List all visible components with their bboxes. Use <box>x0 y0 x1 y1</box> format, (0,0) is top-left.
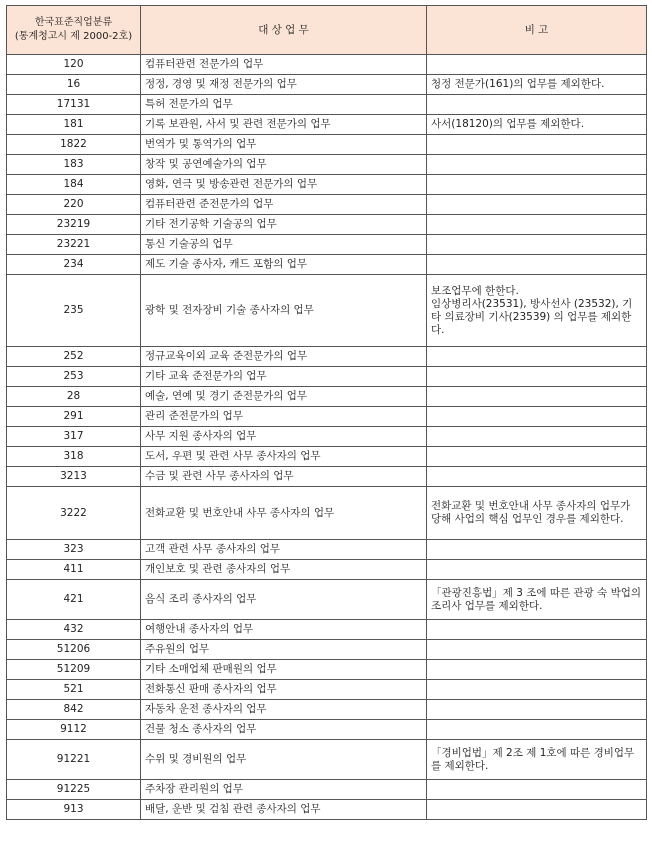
table-row <box>7 155 647 175</box>
note-cell <box>427 680 647 700</box>
note-cell: 청정 전문가(161)의 업무를 제외한다. <box>427 75 647 95</box>
table-row <box>7 255 647 275</box>
code-cell: 291 <box>7 407 141 427</box>
task-cell: 개인보호 및 관련 종사자의 업무 <box>141 560 427 580</box>
table-row <box>7 95 647 115</box>
note-cell <box>427 407 647 427</box>
code-cell: 91225 <box>7 780 141 800</box>
note-cell <box>427 700 647 720</box>
header-target-work: 대 상 업 무 <box>141 6 427 55</box>
task-cell: 주유원의 업무 <box>141 640 427 660</box>
note-cell <box>427 155 647 175</box>
task-cell: 건물 청소 종사자의 업무 <box>141 720 427 740</box>
code-cell: 120 <box>7 55 141 75</box>
note-cell <box>427 215 647 235</box>
code-cell: 16 <box>7 75 141 95</box>
task-cell: 전화교환 및 번호안내 사무 종사자의 업무 <box>141 487 427 540</box>
task-cell: 번역가 및 통역가의 업무 <box>141 135 427 155</box>
table-row <box>7 75 647 95</box>
code-cell: 3222 <box>7 487 141 540</box>
code-cell: 234 <box>7 255 141 275</box>
task-cell: 기록 보관원, 사서 및 관련 전문가의 업무 <box>141 115 427 135</box>
table-row <box>7 680 647 700</box>
table-row <box>7 447 647 467</box>
table-row <box>7 800 647 820</box>
note-cell <box>427 447 647 467</box>
note-cell <box>427 540 647 560</box>
table-row <box>7 580 647 620</box>
code-cell: 184 <box>7 175 141 195</box>
task-cell: 예술, 연예 및 경기 준전문가의 업무 <box>141 387 427 407</box>
code-cell: 1822 <box>7 135 141 155</box>
task-cell: 주차장 관리원의 업무 <box>141 780 427 800</box>
header-classification-line2: (통계청고시 제 2000-2호) <box>14 31 133 42</box>
table-row <box>7 195 647 215</box>
task-cell: 고객 관련 사무 종사자의 업무 <box>141 540 427 560</box>
note-cell <box>427 235 647 255</box>
table-row <box>7 347 647 367</box>
task-cell: 기타 전기공학 기술공의 업무 <box>141 215 427 235</box>
code-cell: 323 <box>7 540 141 560</box>
table-row <box>7 720 647 740</box>
table-row <box>7 560 647 580</box>
code-cell: 23221 <box>7 235 141 255</box>
task-cell: 음식 조리 종사자의 업무 <box>141 580 427 620</box>
code-cell: 17131 <box>7 95 141 115</box>
table-row <box>7 540 647 560</box>
task-cell: 기타 교육 준전문가의 업무 <box>141 367 427 387</box>
code-cell: 23219 <box>7 215 141 235</box>
note-cell <box>427 175 647 195</box>
code-cell: 252 <box>7 347 141 367</box>
code-cell: 3213 <box>7 467 141 487</box>
code-cell: 9112 <box>7 720 141 740</box>
header-remarks: 비 고 <box>427 6 647 55</box>
code-cell: 51209 <box>7 660 141 680</box>
table-row <box>7 740 647 780</box>
code-cell: 51206 <box>7 640 141 660</box>
note-cell <box>427 780 647 800</box>
note-cell <box>427 255 647 275</box>
note-cell: 사서(18120)의 업무를 제외한다. <box>427 115 647 135</box>
note-cell <box>427 640 647 660</box>
code-cell: 220 <box>7 195 141 215</box>
table-row <box>7 367 647 387</box>
code-cell: 253 <box>7 367 141 387</box>
note-cell <box>427 195 647 215</box>
table-row <box>7 487 647 540</box>
code-cell: 411 <box>7 560 141 580</box>
table-header-row <box>7 6 647 55</box>
note-cell <box>427 55 647 75</box>
table-row <box>7 620 647 640</box>
table-row <box>7 427 647 447</box>
table-row <box>7 135 647 155</box>
task-cell: 광학 및 전자장비 기술 종사자의 업무 <box>141 275 427 347</box>
task-cell: 특허 전문가의 업무 <box>141 95 427 115</box>
task-cell: 창작 및 공연예술가의 업무 <box>141 155 427 175</box>
table-row <box>7 660 647 680</box>
table-row <box>7 275 647 347</box>
task-cell: 자동차 운전 종사자의 업무 <box>141 700 427 720</box>
note-cell <box>427 560 647 580</box>
note-cell <box>427 800 647 820</box>
table-row <box>7 640 647 660</box>
task-cell: 사무 지원 종사자의 업무 <box>141 427 427 447</box>
code-cell: 317 <box>7 427 141 447</box>
task-cell: 배달, 운반 및 검침 관련 종사자의 업무 <box>141 800 427 820</box>
code-cell: 91221 <box>7 740 141 780</box>
code-cell: 28 <box>7 387 141 407</box>
header-classification-line1: 한국표준직업분류 <box>34 17 113 28</box>
table-row <box>7 235 647 255</box>
task-cell: 관리 준전문가의 업무 <box>141 407 427 427</box>
note-cell <box>427 95 647 115</box>
task-cell: 컴퓨터관련 전문가의 업무 <box>141 55 427 75</box>
table-row <box>7 407 647 427</box>
code-cell: 432 <box>7 620 141 640</box>
table-row <box>7 215 647 235</box>
table-row <box>7 467 647 487</box>
table-row <box>7 780 647 800</box>
task-cell: 제도 기술 종사자, 캐드 포함의 업무 <box>141 255 427 275</box>
note-cell: 「관광진흥법」제 3 조에 따른 관광 숙 박업의 조리사 업무를 제외한다. <box>427 580 647 620</box>
table-row <box>7 700 647 720</box>
note-cell <box>427 135 647 155</box>
note-cell <box>427 720 647 740</box>
task-cell: 정정, 경영 및 재정 전문가의 업무 <box>141 75 427 95</box>
code-cell: 421 <box>7 580 141 620</box>
table-row <box>7 55 647 75</box>
task-cell: 정규교육이외 교육 준전문가의 업무 <box>141 347 427 367</box>
code-cell: 842 <box>7 700 141 720</box>
task-cell: 도서, 우편 및 관련 사무 종사자의 업무 <box>141 447 427 467</box>
table-row <box>7 175 647 195</box>
code-cell: 521 <box>7 680 141 700</box>
code-cell: 235 <box>7 275 141 347</box>
code-cell: 183 <box>7 155 141 175</box>
note-cell <box>427 620 647 640</box>
note-cell: 보조업무에 한한다. 임상병리사(23531), 방사선사 (23532), 기타 의료장비 기사(23539) 의 업무를 제외한다. <box>427 275 647 347</box>
note-cell: 「경비업법」제 2조 제 1호에 따른 경비업무를 제외한다. <box>427 740 647 780</box>
header-classification <box>7 6 141 55</box>
code-cell: 181 <box>7 115 141 135</box>
task-cell: 통신 기술공의 업무 <box>141 235 427 255</box>
table-row <box>7 115 647 135</box>
task-cell: 영화, 연극 및 방송관련 전문가의 업무 <box>141 175 427 195</box>
task-cell: 여행안내 종사자의 업무 <box>141 620 427 640</box>
note-cell <box>427 347 647 367</box>
table-row <box>7 387 647 407</box>
note-cell <box>427 427 647 447</box>
code-cell: 913 <box>7 800 141 820</box>
task-cell: 컴퓨터관련 준전문가의 업무 <box>141 195 427 215</box>
note-cell: 전화교환 및 번호안내 사무 종사자의 업무가 당해 사업의 핵심 업무인 경우를 제외한다. <box>427 487 647 540</box>
note-cell <box>427 467 647 487</box>
code-cell: 318 <box>7 447 141 467</box>
dispatch-work-table <box>6 5 647 820</box>
note-cell <box>427 660 647 680</box>
note-cell <box>427 367 647 387</box>
note-cell <box>427 387 647 407</box>
task-cell: 기타 소매업체 판매원의 업무 <box>141 660 427 680</box>
task-cell: 수금 및 관련 사무 종사자의 업무 <box>141 467 427 487</box>
task-cell: 전화통신 판매 종사자의 업무 <box>141 680 427 700</box>
task-cell: 수위 및 경비원의 업무 <box>141 740 427 780</box>
